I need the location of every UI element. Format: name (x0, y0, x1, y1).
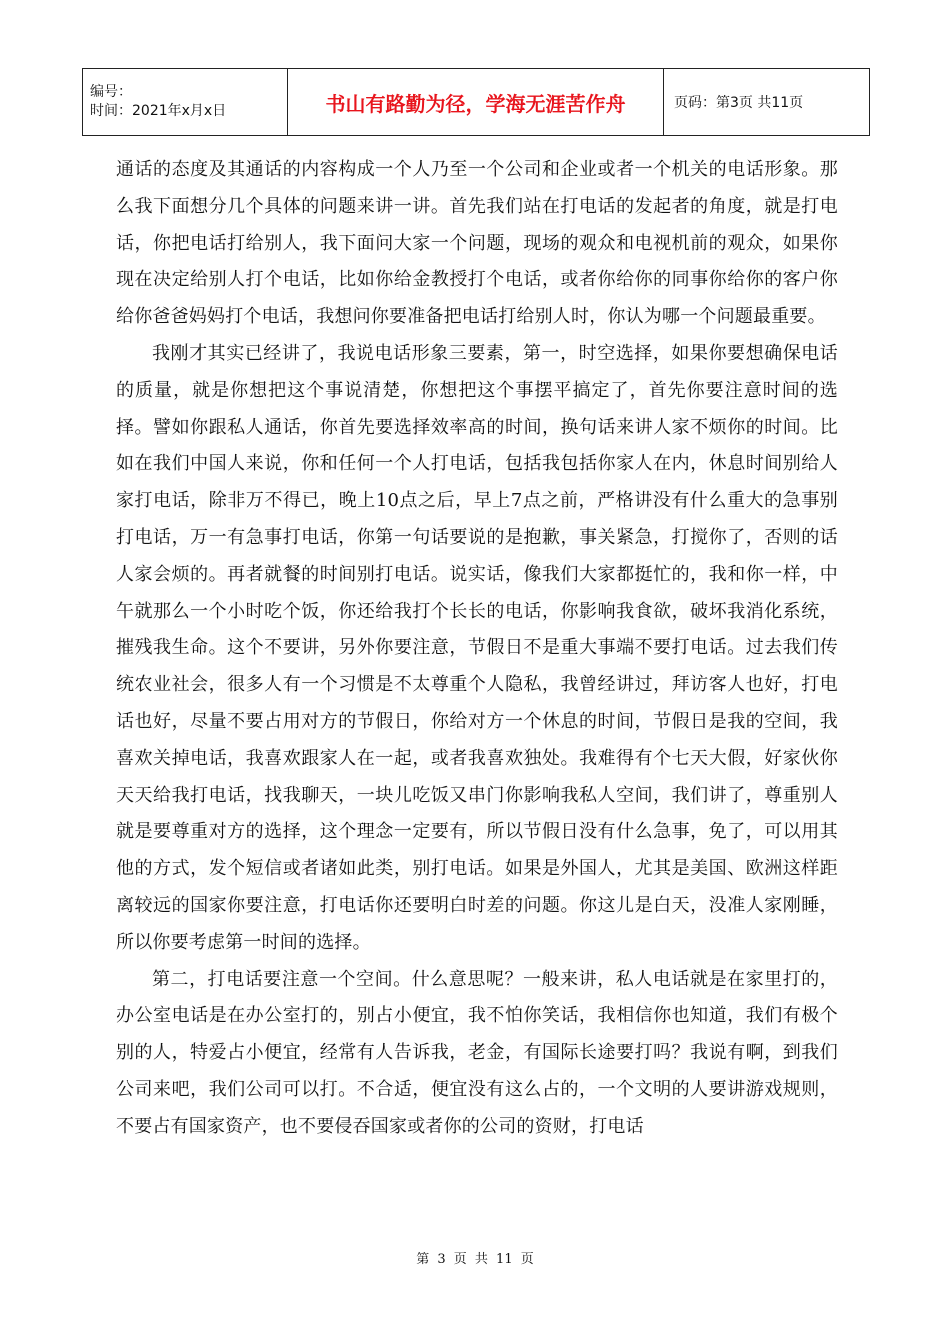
document-header (82, 68, 870, 136)
header-page-code: 页码：第3页 共11页 (664, 69, 870, 136)
header-motto: 书山有路勤为径，学海无涯苦作舟 (288, 69, 664, 136)
document-body (116, 152, 838, 1146)
document-number-label: 编号： (90, 84, 132, 100)
body-paragraph-1: 通话的态度及其通话的内容构成一个人乃至一个公司和企业或者一个机关的电话形象。那么我下面想分几个具体的问题来讲一讲。首先我们站在打电话的发起者的角度，就是打电话，你把电话打给别人，我下面问大家一个问题，现场的观众和电视机前的观众，如果你现在决定给别人打个电话，比如你给金教授打个电话，或者你给你的同事你给你的客户你给你爸爸妈妈打个电话，我想问你要准备把电话打给别人时，你认为哪一个问题最重要。 (116, 159, 838, 328)
page-footer: 第 3 页 共 11 页 (416, 1252, 534, 1267)
body-paragraph-3: 第二，打电话要注意一个空间。什么意思呢？一般来讲，私人电话就是在家里打的，办公室电话是在办公室打的，别占小便宜，我不怕你笑话，我相信你也知道，我们有极个别的人，特爱占小便宜，经常有人告诉我，老金，有国际长途要打吗？我说有啊，到我们公司来吧，我们公司可以打。不合适，便宜没有这么占的，一个文明的人要讲游戏规则，不要占有国家资产，也不要侵吞国家或者你的公司的资财，打电话 (116, 968, 838, 1137)
header-meta-cell (83, 69, 288, 136)
document-date: 时间：2021年x月x日 (90, 103, 227, 119)
body-paragraph-2: 我刚才其实已经讲了，我说电话形象三要素，第一，时空选择，如果你要想确保电话的质量，就是你想把这个事说清楚，你想把这个事摆平搞定了，首先你要注意时间的选择。譬如你跟私人通话，你首先要选择效率高的时间，换句话来讲人家不烦你的时间。比如在我们中国人来说，你和任何一个人打电话，包括我包括你家人在内，休息时间别给人家打电话，除非万不得已，晚上10点之后，早上7点之前，严格讲没有什么重大的急事别打电话，万一有急事打电话，你第一句话要说的是抱歉，事关紧急，打搅你了，否则的话人家会烦的。再者就餐的时间别打电话。说实话，像我们大家都挺忙的，我和你一样，中午就那么一个小时吃个饭，你还给我打个长长的电话，你影响我食欲，破坏我消化系统，摧残我生命。这个不要讲，另外你要注意，节假日不是重大事端不要打电话。过去我们传统农业社会，很多人有一个习惯是不太尊重个人隐私，我曾经讲过，拜访客人也好，打电话也好，尽量不要占用对方的节假日，你给对方一个休息的时间，节假日是我的空间，我喜欢关掉电话，我喜欢跟家人在一起，或者我喜欢独处。我难得有个七天大假，好家伙你天天给我打电话，找我聊天，一块儿吃饭又串门你影响我私人空间，我们讲了，尊重别人就是要尊重对方的选择，这个理念一定要有，所以节假日没有什么急事，免了，可以用其他的方式，发个短信或者诸如此类，别打电话。如果是外国人，尤其是美国、欧洲这样距离较远的国家你要注意，打电话你还要明白时差的问题。你这儿是白天，没准人家刚睡，所以你要考虑第一时间的选择。 (116, 342, 838, 953)
